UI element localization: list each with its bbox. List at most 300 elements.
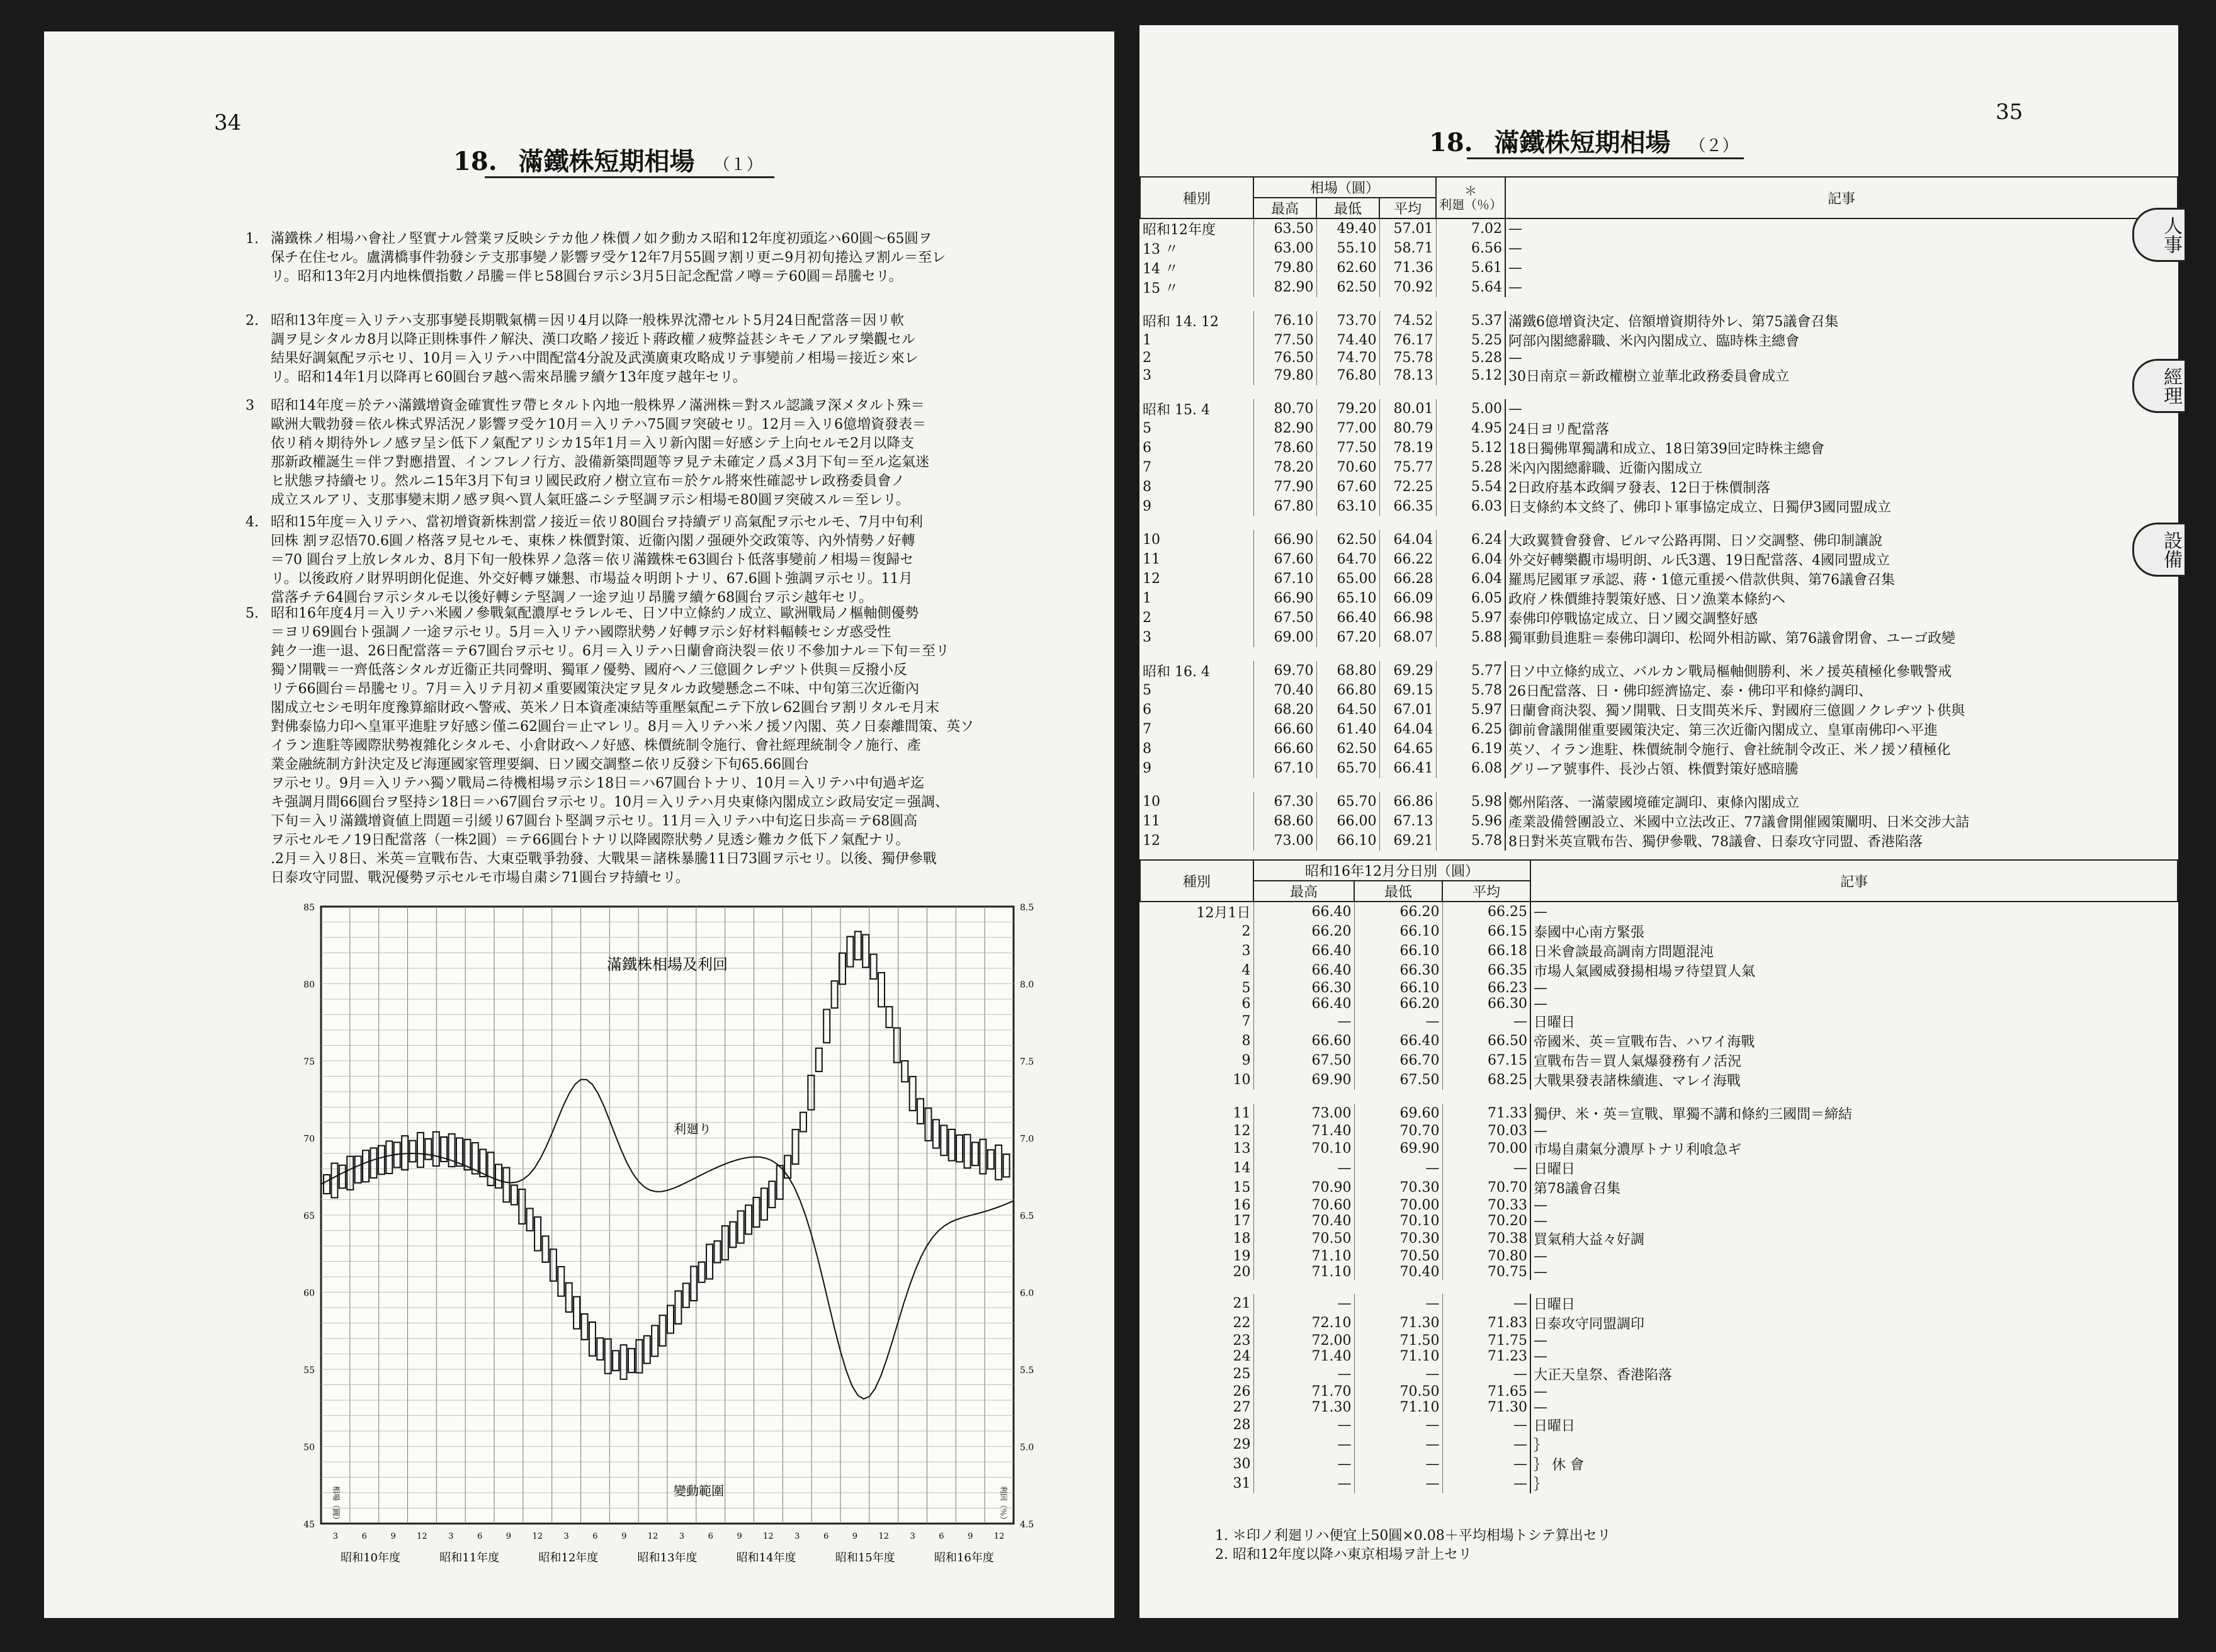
cell-label: 23 (1233, 1333, 1251, 1349)
cell-avg: 64.04 (1379, 530, 1436, 550)
cell-avg: 68.07 (1379, 628, 1436, 647)
cell-high: 67.50 (1253, 608, 1316, 628)
cell-high: 72.00 (1253, 1333, 1354, 1349)
cell-high: 63.00 (1253, 239, 1316, 258)
paragraph-number: 3 (246, 398, 254, 414)
table-row (1140, 1264, 2178, 1280)
cell-high: 70.10 (1253, 1139, 1354, 1158)
cell-low: 69.60 (1354, 1104, 1442, 1123)
cell-low: — (1354, 1454, 1442, 1474)
cell-yield: 6.56 (1436, 239, 1505, 258)
left-page (44, 31, 1114, 1618)
cell-high: 66.30 (1253, 980, 1354, 996)
table-row (1140, 1070, 2178, 1090)
right-tick-label: 7.5 (1020, 1057, 1034, 1067)
cell-low: 68.80 (1316, 661, 1379, 681)
cell-label: 18 (1233, 1231, 1251, 1247)
cell-high: 66.60 (1253, 720, 1316, 739)
table-row (1140, 1012, 2178, 1031)
table-row (1140, 608, 2178, 628)
table-row (1140, 278, 2178, 297)
table-row (1140, 1139, 2178, 1158)
cell-low: 71.30 (1354, 1313, 1442, 1333)
th-high: 最高 (1253, 881, 1354, 902)
cell-high: 66.60 (1253, 1031, 1354, 1051)
period-label: 昭和15年度 (835, 1551, 895, 1564)
cell-low: 74.40 (1316, 331, 1379, 350)
cell-remark: 日米會談最高調南方問題混沌 (1530, 941, 2178, 961)
right-page (1139, 25, 2182, 1618)
table-row (1140, 477, 2178, 497)
cell-avg: 57.01 (1379, 218, 1436, 239)
cell-label: 20 (1233, 1264, 1251, 1280)
cell-low: 49.40 (1316, 218, 1379, 239)
cell-remark: — (1530, 902, 2178, 922)
cell-high: 67.30 (1253, 792, 1316, 812)
cell-avg: 64.04 (1379, 720, 1436, 739)
cell-low: 62.50 (1316, 278, 1379, 297)
th-avg: 平均 (1379, 198, 1436, 218)
th-type: 種別 (1140, 860, 1253, 902)
cell-avg: — (1442, 1415, 1530, 1435)
cell-label: 26 (1233, 1384, 1251, 1400)
table-row (1140, 1415, 2178, 1435)
right-tick-label: 4.5 (1020, 1520, 1034, 1530)
cell-high: 70.50 (1253, 1229, 1354, 1248)
cell-avg: 71.36 (1379, 258, 1436, 278)
cell-low: 70.30 (1354, 1229, 1442, 1248)
table-row (1140, 399, 2178, 419)
cell-remark: 30日南京＝新政權樹立並華北政務委員會成立 (1505, 366, 2178, 385)
table-row (1140, 1313, 2178, 1333)
cell-high: 63.50 (1253, 218, 1316, 239)
cell-low: 66.00 (1316, 812, 1379, 831)
cell-avg: 70.38 (1442, 1229, 1530, 1248)
footnote: 2. 昭和12年度以降ハ東京相場ヲ計上セリ (1215, 1547, 1472, 1563)
table-row (1140, 1294, 2178, 1313)
cell-high: 79.80 (1253, 366, 1316, 385)
cell-remark: 英ソ、イラン進駐、株價統制令施行、會社統制令改正、米ノ援ソ積極化 (1505, 739, 2178, 759)
cell-label: 15 (1233, 1180, 1251, 1196)
cell-avg: 72.25 (1379, 477, 1436, 497)
cell-high: 66.40 (1253, 902, 1354, 922)
month-tick-label: 6 (361, 1532, 367, 1541)
cell-high: 66.20 (1253, 922, 1354, 941)
cell-low: 76.80 (1316, 366, 1379, 385)
left-tick-label: 55 (303, 1366, 315, 1376)
right-tick-label: 5.5 (1020, 1366, 1034, 1376)
cell-low: 70.70 (1354, 1123, 1442, 1139)
cell-remark: 日ソ中立條約成立、バルカン戰局樞軸側勝利、米ノ援英積極化參戰警戒 (1505, 661, 2178, 681)
cell-high: 67.10 (1253, 759, 1316, 778)
title-number: 18. (453, 147, 497, 176)
cell-label: 昭和12年度 (1143, 222, 1216, 238)
cell-remark: 滿鐵6億增資決定、倍額增資期待外レ、第75議會召集 (1505, 311, 2178, 331)
cell-label: 17 (1233, 1213, 1251, 1229)
cell-low: 65.70 (1316, 759, 1379, 778)
footnote: 1. ＊印ノ利廻リハ便宜上50圓×0.08＋平均相場トシテ算出セリ (1215, 1528, 1611, 1544)
month-tick-label: 6 (477, 1532, 483, 1541)
cell-remark: — (1505, 350, 2178, 366)
cell-yield: 6.04 (1436, 550, 1505, 569)
cell-low: 66.10 (1354, 922, 1442, 941)
table-row (1140, 739, 2178, 759)
cell-remark: 政府ノ株價維持製策好感、日ソ漁業本條約ヘ (1505, 589, 2178, 608)
table-row (1140, 385, 2178, 399)
cell-high: 66.90 (1253, 530, 1316, 550)
cell-yield: 5.12 (1436, 438, 1505, 458)
th-high: 最高 (1253, 198, 1316, 218)
table-row (1140, 720, 2178, 739)
month-tick-label: 3 (910, 1532, 915, 1541)
month-tick-label: 12 (532, 1532, 543, 1541)
cell-remark: — (1505, 399, 2178, 419)
cell-high: 67.60 (1253, 550, 1316, 569)
cell-avg: 68.25 (1442, 1070, 1530, 1090)
cell-label: 24 (1233, 1349, 1251, 1364)
table-row (1140, 1051, 2178, 1070)
cell-high: 67.50 (1253, 1051, 1354, 1070)
page-number: 34 (214, 110, 242, 135)
cell-high: 66.60 (1253, 739, 1316, 759)
table-row (1140, 1090, 2178, 1104)
cell-low: 66.80 (1316, 681, 1379, 700)
cell-high: 69.90 (1253, 1070, 1354, 1090)
cell-low: 55.10 (1316, 239, 1379, 258)
cell-low: 77.50 (1316, 438, 1379, 458)
th-period: 昭和16年12月分日別（圓） (1253, 860, 1530, 881)
cell-label: 1 (1143, 332, 1151, 348)
cell-avg: 66.86 (1379, 792, 1436, 812)
index-tab: 設備 (2132, 523, 2185, 577)
paragraph-text: 昭和16年度4月＝入リテハ米國ノ參戰氣配濃厚セラレルモ、日ソ中立條約ノ成立、歐洲戰局ノ樞軸側優勢 ＝ヨリ69圓台ト强調ノ一途ヲ示セリ。5月＝入リテハ國際狀勢ノ好轉ヲ示シ好材料輻輳セシガ惑受性 鈍ク一進一退、26日配當落＝テ67圓台ヲ示セリ。6月＝入リテハ日蘭會商決裂＝依リ不參加ナル＝下旬＝至リ 獨ソ開戰＝一齊低落シタルガ近衞正共同聲明、獨軍ノ優勢、國府ヘノ三億圓クレヂツト供與＝反撥小反 リテ66圓台＝昂騰セリ。7月＝入リテ月初メ重要國策決定ヲ見タルカ政變懸念ニ不味、中旬第三次近衞內 閣成立セシモ明年度豫算縮財政へ警戒、英米ノ日本資產凍結等重壓氣配ニテ下放レ62圓台ヲ割リタルモ月末 對佛泰協力印ヘ皇軍平進駐ヲ好感シ僅ニ62圓台＝止マレリ。8月＝入リテハ米ノ援ソ內閣、英ノ日泰離間策、英ソ イラン進駐等國際狀勢複雜化シタルモ、小倉財政ヘノ好感、株價統制令施行、會社經理統制令ノ施行、產 業金融統制方針決定及ビ海運國家管理要綱、日ソ國交調整ニ依リ反發シ下旬65.66圓台 ヲ示セリ。9月＝入リテハ獨ソ戰局ニ待機相場ヲ示シ18日＝ハ67圓台トナリ、10月＝入リテハ中旬過ギ迄 キ强調月間66圓台ヲ堅持シ18日＝ハ67圓台ヲ示セリ。10月＝入リテハ月央東條內閣成立シ政局安定＝强調、 下旬＝入リ滿鐵增資値上問題＝引緩リ67圓台ト堅調ヲ示セリ。11月＝入リテハ中旬迄日歩高＝テ68圓高 ヲ示セルモノ19日配當落（一株2圓）＝テ66圓台トナリ以降國際狀勢ノ見透シ難カク低下ノ氣配ナリ。 .2月＝入リ8日、米英＝宣戰布告、大東亞戰爭勃發、大戰果＝諸株暴騰11日73圓ヲ示セリ。以後、獨伊參戰 日泰攻守同盟、戰況優勢ヲ示セルモ市場自粛シ71圓台ヲ持續セリ。 (271, 606, 975, 886)
cell-avg: 69.15 (1379, 681, 1436, 700)
table-row (1140, 350, 2178, 366)
paragraph-text: 昭和15年度＝入リテハ、當初增資新株割當ノ接近＝依リ80圓台ヲ持續デリ高氣配ヲ示セルモ、7月中旬利 回株 割ヲ忍悟70.6圓ノ格落ヲ見セルモ、東株ノ株價對策、近衞內閣ノ强硬外交政策等、內外情勢ノ好轉 ＝70 圓台ヲ上放レタルカ、8月下旬一般株界ノ急落＝依リ滿鐵株モ63圓台ト低落事變前ノ相場＝復歸セ リ。以後政府ノ財界明朗化促進、外交好轉ヲ嫌懇、市場益々明朗トナリ、67.6圓ト強調ヲ示セリ。11月 當落チテ64圓台ヲ示シタルモ以後好轉シテ堅調ノ一途ヲ辿リ昂騰ヲ續ケ68圓台ヲ示シ越年セリ。 (271, 514, 924, 606)
table-row (1140, 922, 2178, 941)
cell-high: — (1253, 1454, 1354, 1474)
cell-remark: 米內內閣總辭職、近衞內閣成立 (1505, 458, 2178, 477)
cell-label: 27 (1233, 1400, 1251, 1415)
cell-label: 14 (1233, 1160, 1251, 1176)
cell-yield: 5.78 (1436, 831, 1505, 851)
paragraph-text: 昭和14年度＝於テハ滿鐵增資金確實性ヲ帶ヒタルト內地一般株界ノ滿洲株＝對スル認識ヲ深メタルト殊＝ 歐洲大戰勃發＝依ル株式界活況ノ影響ヲ受ケ10月＝入リテハ75圓ヲ突破セリ。12月＝入リ6億増資發表＝ 依リ稍々期待外レノ感ヲ呈シ低下ノ氣配アリシカ15年1月＝入リ新內閣＝好感シテ上向セルモ2月以降支 那新政權誕生＝伴フ對應措置、インフレノ行方、設備新築問題等ヲ見テ未確定ノ爲メ3月下旬＝至ル迄氣迷 ヒ狀態ヲ持續セリ。然ルニ15年3月下旬ヨリ國民政府ノ樹立宣布＝於ケル將來性確認サレ政務委員會ノ 成立スルアリ、支那事變末期ノ感ヲ與ヘ買人氣旺盛ニシテ堅調ヲ示シ相場モ80圓ヲ突破スル＝至レリ。 (271, 398, 930, 508)
cell-avg: 66.35 (1442, 961, 1530, 980)
cell-label: 11 (1143, 552, 1160, 567)
paragraph-1 (246, 230, 1102, 286)
cell-yield: 6.24 (1436, 530, 1505, 550)
paragraph-2 (246, 312, 1102, 387)
cell-label: 29 (1233, 1437, 1251, 1452)
cell-high: — (1253, 1012, 1354, 1031)
cell-avg: 74.52 (1379, 311, 1436, 331)
cell-low: 70.00 (1354, 1197, 1442, 1213)
cell-avg: 66.18 (1442, 941, 1530, 961)
cell-label: 1 (1143, 591, 1151, 606)
cell-avg: 70.80 (1442, 1248, 1530, 1264)
cell-label: 19 (1233, 1248, 1251, 1264)
cell-label: 8 (1143, 479, 1151, 495)
paragraph-4 (246, 513, 1102, 608)
cell-avg: 70.75 (1442, 1264, 1530, 1280)
cell-low: 64.50 (1316, 700, 1379, 720)
page-title (453, 142, 762, 178)
cell-yield: 5.28 (1436, 350, 1505, 366)
table-row (1140, 530, 2178, 550)
cell-yield: 5.28 (1436, 458, 1505, 477)
cell-remark: ｝ (1530, 1435, 2178, 1454)
cell-avg: 71.83 (1442, 1313, 1530, 1333)
cell-avg: 70.33 (1442, 1197, 1530, 1213)
left-tick-label: 70 (303, 1134, 315, 1145)
table-row (1140, 218, 2178, 239)
cell-high: 71.70 (1253, 1384, 1354, 1400)
paragraph-text: 昭和13年度＝入リテハ支那事變長期戰氣構＝因リ4月以降一般株界沈滯セルト5月24日配當落＝因リ軟 調ヲ見シタルカ8月以降正則株事件ノ解決、漢口攻略ノ接近ト蔣政權ノ疲弊益甚シキモノアルヲ樂觀セル 結果好調氣配ヲ示セリ、10月＝入リテハ中間配當4分說及武漢廣東攻略成リテ事變前ノ相場＝接近シ來レ リ。昭和14年1月以降再ヒ60圓台ヲ越ヘ需來昂騰ヲ續ケ13年度ヲ越年セリ。 (271, 313, 919, 385)
cell-label: 10 (1233, 1072, 1251, 1088)
cell-remark: — (1530, 1264, 2178, 1280)
cell-label: 4 (1241, 963, 1251, 978)
cell-yield: 6.25 (1436, 720, 1505, 739)
cell-remark: — (1530, 1349, 2178, 1364)
cell-yield: 6.04 (1436, 569, 1505, 589)
right-tick-label: 7.0 (1020, 1134, 1034, 1145)
cell-high: 82.90 (1253, 278, 1316, 297)
table-row (1140, 1280, 2178, 1294)
month-tick-label: 6 (823, 1532, 829, 1541)
cell-avg: 71.30 (1442, 1400, 1530, 1415)
month-tick-label: 12 (878, 1532, 890, 1541)
cell-remark: グリーア號事件、長沙占領、株價對策好感暗騰 (1505, 759, 2178, 778)
cell-low: 66.40 (1316, 608, 1379, 628)
month-tick-label: 3 (448, 1532, 454, 1541)
cell-label: 22 (1233, 1315, 1251, 1331)
table-row (1140, 516, 2178, 530)
cell-remark: 大正天皇祭、香港陷落 (1530, 1364, 2178, 1384)
th-remarks: 記事 (1505, 177, 2178, 218)
month-tick-label: 9 (390, 1532, 396, 1541)
cell-avg: 70.03 (1442, 1123, 1530, 1139)
cell-avg: — (1442, 1294, 1530, 1313)
cell-remark: 日泰攻守同盟調印 (1530, 1313, 2178, 1333)
cell-label: 25 (1233, 1366, 1251, 1382)
paragraph-number: 2. (246, 313, 259, 329)
left-tick-label: 65 (303, 1211, 315, 1221)
cell-yield: 5.00 (1436, 399, 1505, 419)
cell-remark: 羅馬尼國軍ヲ承認、蔣・1億元重援ヘ借款供與、第76議會召集 (1505, 569, 2178, 589)
cell-high: — (1253, 1364, 1354, 1384)
cell-high: — (1253, 1158, 1354, 1178)
table-row (1140, 419, 2178, 438)
cell-low: 74.70 (1316, 350, 1379, 366)
cell-remark: 日曜日 (1530, 1158, 2178, 1178)
cell-remark: — (1530, 1384, 2178, 1400)
cell-high: 69.70 (1253, 661, 1316, 681)
cell-avg: 67.15 (1442, 1051, 1530, 1070)
series-label-yield: 利廻り (674, 1121, 711, 1136)
table-row (1140, 941, 2178, 961)
table-row (1140, 759, 2178, 778)
paragraph-number: 1. (246, 231, 259, 247)
index-tab: 人事 (2132, 208, 2185, 262)
cell-label: 14 〃 (1143, 261, 1179, 277)
table-row (1140, 661, 2178, 681)
cell-avg: 64.65 (1379, 739, 1436, 759)
page-number: 35 (1996, 99, 2023, 125)
paragraph-3 (246, 397, 1102, 510)
cell-remark: 帝國米、英＝宣戰布告、ハワイ海戰 (1530, 1031, 2178, 1051)
cell-low: — (1354, 1364, 1442, 1384)
cell-high: 82.90 (1253, 419, 1316, 438)
cell-remark: 泰國中心南方緊張 (1530, 922, 2178, 941)
cell-low: 70.10 (1354, 1213, 1442, 1229)
cell-remark: 日蘭會商決裂、獨ソ開戰、日支間英米斥、對國府三億圓ノクレヂツト供與 (1505, 700, 2178, 720)
cell-yield: 6.19 (1436, 739, 1505, 759)
cell-remark: — (1530, 1333, 2178, 1349)
cell-yield: 7.02 (1436, 218, 1505, 239)
title-number: 18. (1429, 128, 1473, 157)
table-row (1140, 700, 2178, 720)
cell-yield: 5.97 (1436, 700, 1505, 720)
cell-low: 66.10 (1316, 831, 1379, 851)
cell-remark: 御前會議開催重要國策決定、第三次近衞內閣成立、皇軍南佛印ヘ平進 (1505, 720, 2178, 739)
cell-avg: — (1442, 1435, 1530, 1454)
month-tick-label: 12 (417, 1532, 427, 1541)
cell-avg: 80.79 (1379, 419, 1436, 438)
cell-high: 76.10 (1253, 311, 1316, 331)
cell-low: 66.30 (1354, 961, 1442, 980)
month-tick-label: 3 (563, 1532, 569, 1541)
table-row (1140, 681, 2178, 700)
th-remarks: 記事 (1530, 860, 2178, 902)
right-tick-label: 8.0 (1020, 980, 1034, 990)
left-tick-label: 80 (303, 980, 315, 990)
table-row (1140, 366, 2178, 385)
period-label: 昭和14年度 (736, 1551, 796, 1564)
cell-label: 2 (1143, 610, 1151, 626)
cell-avg: 70.00 (1442, 1139, 1530, 1158)
cell-yield: 5.97 (1436, 608, 1505, 628)
cell-low: 66.40 (1354, 1031, 1442, 1051)
cell-low: 71.50 (1354, 1333, 1442, 1349)
table-row (1140, 311, 2178, 331)
table-row (1140, 331, 2178, 350)
cell-high: 77.90 (1253, 477, 1316, 497)
cell-label: 昭和 16. 4 (1143, 664, 1210, 680)
cell-remark: 獨軍動員進駐＝泰佛印調印、松岡外相訪歐、第76議會閉會、ユーゴ政變 (1505, 628, 2178, 647)
cell-avg: — (1442, 1454, 1530, 1474)
table-row (1140, 980, 2178, 996)
cell-yield: 5.25 (1436, 331, 1505, 350)
cell-label: 31 (1233, 1476, 1251, 1491)
cell-avg: 80.01 (1379, 399, 1436, 419)
cell-remark: 市場自粛氣分濃厚トナリ利喰急ギ (1530, 1139, 2178, 1158)
cell-yield: 4.95 (1436, 419, 1505, 438)
table-row (1140, 1158, 2178, 1178)
month-tick-label: 9 (968, 1532, 973, 1541)
cell-label: 5 (1143, 421, 1151, 436)
month-tick-label: 9 (621, 1532, 627, 1541)
table-row (1140, 996, 2178, 1012)
page-title (1429, 123, 1738, 159)
cell-high: 78.20 (1253, 458, 1316, 477)
cell-remark: 第78議會召集 (1530, 1178, 2178, 1197)
month-tick-label: 3 (679, 1532, 685, 1541)
cell-remark: 日曜日 (1530, 1415, 2178, 1435)
cell-high: 76.50 (1253, 350, 1316, 366)
cell-label: 13 (1233, 1141, 1251, 1157)
cell-remark: 買氣稍大益々好調 (1530, 1229, 2178, 1248)
cell-high: 78.60 (1253, 438, 1316, 458)
month-tick-label: 6 (939, 1532, 944, 1541)
cell-yield: 5.64 (1436, 278, 1505, 297)
title-text: 滿鐵株短期相場 (1494, 128, 1671, 157)
cell-high: 68.20 (1253, 700, 1316, 720)
monthly-price-table (1139, 176, 2178, 851)
paragraph-number: 5. (246, 606, 259, 621)
cell-high: 72.10 (1253, 1313, 1354, 1333)
cell-remark: 8日對米英宣戰布告、獨伊參戰、78議會、日泰攻守同盟、香港陷落 (1505, 831, 2178, 851)
cell-low: 65.70 (1316, 792, 1379, 812)
table-row (1140, 569, 2178, 589)
month-tick-label: 9 (737, 1532, 742, 1541)
table-row (1140, 778, 2178, 792)
cell-high: 71.40 (1253, 1123, 1354, 1139)
cell-remark: 宣戰布告＝買人氣爆發務有ノ活況 (1530, 1051, 2178, 1070)
paragraph-text: 滿鐵株ノ相場ハ會社ノ堅實ナル營業ヲ反映シテカ他ノ株價ノ如ク動カス昭和12年度初頭迄ハ60圓～65圓ヲ 保チ在住セル。盧溝橋事件勃發シテ支那事變ノ影響ヲ受ケ12年7月55圓ヲ割リ更ニ9月初旬捲込ヲ割ル＝至レ リ。昭和13年2月内地株價指數ノ昂騰＝伴ヒ58圓台ヲ示シ3月5日記念配當ノ噂＝テ60圓＝昂騰セリ。 (271, 231, 946, 285)
cell-low: 67.60 (1316, 477, 1379, 497)
cell-remark: 日支條約本文終了、佛印ト軍事協定成立、日獨伊3國同盟成立 (1505, 497, 2178, 516)
table-row (1140, 458, 2178, 477)
cell-yield: 6.05 (1436, 589, 1505, 608)
title-sub: （１） (713, 156, 763, 174)
cell-high: 71.30 (1253, 1400, 1354, 1415)
month-tick-label: 12 (763, 1532, 774, 1541)
month-tick-label: 6 (708, 1532, 713, 1541)
table-row (1140, 1474, 2178, 1493)
period-label: 昭和16年度 (934, 1551, 994, 1564)
cell-yield: 5.54 (1436, 477, 1505, 497)
cell-avg: 69.21 (1379, 831, 1436, 851)
cell-high: 70.40 (1253, 1213, 1354, 1229)
cell-avg: — (1442, 1364, 1530, 1384)
cell-avg: 58.71 (1379, 239, 1436, 258)
cell-label: 10 (1143, 794, 1160, 810)
table-row (1140, 589, 2178, 608)
cell-low: — (1354, 1012, 1442, 1031)
cell-yield: 5.37 (1436, 311, 1505, 331)
cell-low: 62.50 (1316, 739, 1379, 759)
cell-remark: ｝ (1530, 1474, 2178, 1493)
title-text: 滿鐵株短期相場 (518, 147, 695, 176)
cell-remark: — (1530, 1123, 2178, 1139)
cell-avg: 66.35 (1379, 497, 1436, 516)
cell-avg: 66.22 (1379, 550, 1436, 569)
table-row (1140, 1435, 2178, 1454)
th-low: 最低 (1316, 198, 1379, 218)
cell-low: 63.10 (1316, 497, 1379, 516)
cell-label: 3 (1241, 943, 1251, 959)
cell-avg: 66.30 (1442, 996, 1530, 1012)
cell-low: — (1354, 1158, 1442, 1178)
cell-label: 12月1日 (1196, 905, 1251, 921)
title-underline (485, 176, 774, 178)
cell-remark: — (1530, 1213, 2178, 1229)
cell-label: 11 (1143, 813, 1160, 829)
cell-avg: 78.13 (1379, 366, 1436, 385)
cell-remark: 2日政府基本政綱ヲ發表、12日于株價制落 (1505, 477, 2178, 497)
cell-high: 67.10 (1253, 569, 1316, 589)
cell-low: — (1354, 1435, 1442, 1454)
